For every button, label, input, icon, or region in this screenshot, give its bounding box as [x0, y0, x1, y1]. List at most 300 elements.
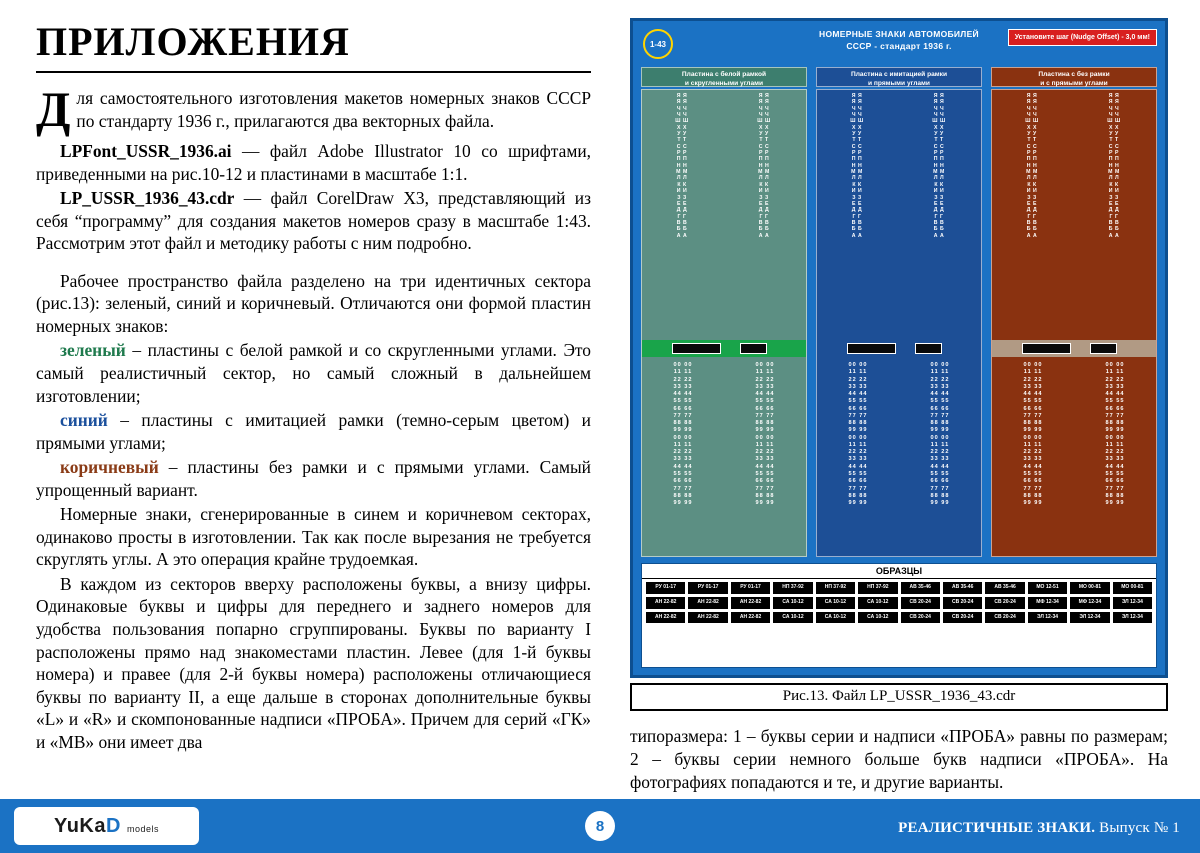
- sample-plate-chip: АВ 35-46: [985, 582, 1024, 594]
- plate-row: ЧЧ: [1108, 105, 1122, 112]
- sector-green: [641, 67, 807, 557]
- sector-blue-numbers: [817, 362, 981, 507]
- plate-row: 33 33: [1023, 456, 1043, 463]
- plate-row: 77 77: [930, 485, 950, 492]
- plate-row: ДД: [933, 207, 947, 214]
- plate-row: ММ: [1026, 169, 1040, 176]
- intro-paragraph: [36, 81, 591, 137]
- plate-row: СС: [758, 143, 772, 150]
- plate-row: УУ: [1109, 131, 1121, 138]
- plate-row: 44 44: [1105, 391, 1125, 398]
- plate-row: ЧЧ: [933, 105, 947, 112]
- plate-row: ЧЧ: [1026, 112, 1040, 119]
- plate-row: АА: [851, 232, 865, 239]
- brown-description: – пластины без рамки и с прямыми углами. Самый упрощенный вариант.: [36, 457, 591, 500]
- sample-plate-chip: НП 37-92: [773, 582, 812, 594]
- plate-row: 22 22: [848, 376, 868, 383]
- plate-row: 99 99: [1023, 427, 1043, 434]
- plate-row: 44 44: [755, 391, 775, 398]
- plate-row: 44 44: [1023, 391, 1043, 398]
- plate-row: ББ: [1026, 226, 1040, 233]
- plate-row: 00 00: [1105, 362, 1125, 368]
- file1-name: LPFont_USSR_1936.ai: [60, 141, 232, 162]
- plate-row: ВВ: [758, 219, 772, 226]
- plate-row: ЗЗ: [934, 194, 946, 201]
- sector-green-body: [641, 89, 807, 557]
- sample-plate-chip: НП 37-92: [816, 582, 855, 594]
- footer-bar: [0, 799, 1200, 853]
- footer-title-rest: Выпуск № 1: [1095, 820, 1180, 836]
- sample-plate-small: [740, 343, 766, 354]
- simplicity-paragraph: Номерные знаки, сгенерированные в синем и коричневом секторах, одинаково просты в изготовлении. Так как после вырезания не требуется скруглять углы. А это операция крайне трудоемкая.: [36, 504, 591, 570]
- plate-row: ЯЯ: [851, 99, 865, 106]
- sample-plate-chip: СА 10-12: [816, 597, 855, 609]
- plate-row: ЛЛ: [933, 175, 947, 182]
- figure-13: [630, 18, 1168, 678]
- plate-row: 55 55: [755, 398, 775, 405]
- plate-row: ПП: [676, 156, 690, 163]
- sector-green-header: [641, 67, 807, 87]
- plate-row: 99 99: [1023, 500, 1043, 507]
- plate-row: 11 11: [1105, 441, 1125, 448]
- plate-row: 33 33: [673, 383, 693, 390]
- sector-brown-header-line1: Пластина с без рамки: [1038, 71, 1110, 78]
- drop-cap: Д: [36, 81, 71, 137]
- blue-keyword: синий: [60, 410, 108, 431]
- title-divider: [36, 71, 591, 73]
- plate-row: 22 22: [1023, 376, 1043, 383]
- plate-row: 44 44: [930, 391, 950, 398]
- plate-row: ЗЗ: [1109, 194, 1121, 201]
- plate-row: ЕЕ: [677, 200, 689, 207]
- plate-row: 00 00: [930, 362, 950, 368]
- plate-row: 88 88: [1023, 420, 1043, 427]
- sample-plate-small: [915, 343, 941, 354]
- plate-row: ЧЧ: [758, 112, 772, 119]
- plate-row: 55 55: [848, 398, 868, 405]
- plate-row: ЧЧ: [851, 105, 865, 112]
- plate-row: ШШ: [757, 118, 773, 125]
- plate-row: 44 44: [930, 463, 950, 470]
- sample-plate-chip: АН 22-82: [731, 597, 770, 609]
- plate-row: ШШ: [1025, 118, 1041, 125]
- green-sector-paragraph: [36, 339, 591, 407]
- plate-row: 00 00: [1023, 362, 1043, 368]
- plate-row: 33 33: [1023, 383, 1043, 390]
- plate-row: ЯЯ: [933, 99, 947, 106]
- plate-row: 66 66: [930, 478, 950, 485]
- plate-row: РР: [759, 150, 771, 157]
- sector-green-header-line2: и скругленными углами: [684, 79, 764, 87]
- plate-row: КК: [934, 181, 946, 188]
- plate-row: 11 11: [848, 441, 868, 448]
- plate-row: ТТ: [759, 137, 771, 144]
- plate-row: 00 00: [673, 362, 693, 368]
- brown-sector-paragraph: [36, 456, 591, 501]
- numbers-col-right: [1077, 362, 1152, 507]
- plate-row: РР: [1027, 150, 1039, 157]
- plate-row: ББ: [851, 226, 865, 233]
- plate-row: ЕЕ: [759, 200, 771, 207]
- plate-row: КК: [852, 181, 864, 188]
- file2-text: — файл CorelDraw X3, представляющий из себя “программу” для создания макетов номеров сразу в масштабе 1:43. Рассмотрим этот файл и методику работы с ним подробно.: [36, 188, 591, 254]
- plate-row: УУ: [677, 131, 689, 138]
- plate-row: ББ: [676, 226, 690, 233]
- plate-row: 11 11: [1023, 369, 1043, 376]
- plate-row: 33 33: [930, 383, 950, 390]
- plate-row: АА: [933, 232, 947, 239]
- sector-brown: [991, 67, 1157, 557]
- plate-row: 22 22: [755, 376, 775, 383]
- sample-plate-wide: [847, 343, 896, 354]
- plate-row: 66 66: [1023, 478, 1043, 485]
- plate-row: 22 22: [673, 376, 693, 383]
- plate-row: ЛЛ: [1108, 175, 1122, 182]
- plate-row: 55 55: [1105, 398, 1125, 405]
- samples-title: ОБРАЗЦЫ: [642, 564, 1156, 579]
- plate-row: НН: [676, 162, 690, 169]
- plate-row: ЧЧ: [758, 105, 772, 112]
- plate-row: ЧЧ: [933, 112, 947, 119]
- numbers-col-left: [995, 362, 1070, 507]
- plate-row: 33 33: [755, 383, 775, 390]
- plate-row: 22 22: [1105, 376, 1125, 383]
- sector-green-letters: [642, 93, 806, 239]
- sample-plate-chip: ЭЛ 12-34: [1070, 612, 1109, 624]
- plate-row: НН: [758, 162, 772, 169]
- plate-row: ШШ: [675, 118, 691, 125]
- plate-row: 77 77: [848, 412, 868, 419]
- plate-row: 77 77: [673, 412, 693, 419]
- plate-row: ЯЯ: [851, 93, 865, 99]
- plate-row: ВВ: [933, 219, 947, 226]
- plate-row: ДД: [758, 207, 772, 214]
- numbers-col-right: [727, 362, 802, 507]
- plate-row: ШШ: [932, 118, 948, 125]
- plate-row: 99 99: [755, 500, 775, 507]
- right-figure-column: [630, 18, 1170, 811]
- sample-plate-chip: МФ 12-34: [1070, 597, 1109, 609]
- plate-row: ЯЯ: [1108, 93, 1122, 99]
- sample-plate-chip: СА 10-12: [858, 597, 897, 609]
- plate-row: ЯЯ: [1026, 99, 1040, 106]
- letters-col-right: [727, 93, 802, 239]
- plate-row: ГГ: [759, 213, 771, 220]
- sample-plate-chip: АН 22-82: [646, 612, 685, 624]
- sector-blue-header-line1: Пластина с имитацией рамки: [851, 71, 947, 78]
- plate-row: 44 44: [848, 463, 868, 470]
- plate-row: ВВ: [851, 219, 865, 226]
- plate-row: ГГ: [677, 213, 689, 220]
- plate-row: ТТ: [677, 137, 689, 144]
- plate-row: 33 33: [848, 383, 868, 390]
- plate-row: РР: [1109, 150, 1121, 157]
- green-keyword: зеленый: [60, 340, 126, 361]
- plate-row: ВВ: [1026, 219, 1040, 226]
- sample-plate-chip: СВ 20-24: [943, 597, 982, 609]
- plate-row: ЕЕ: [852, 200, 864, 207]
- logo-highlight: D: [106, 814, 121, 837]
- plate-row: ЛЛ: [758, 175, 772, 182]
- plate-row: ЗЗ: [1027, 194, 1039, 201]
- plate-row: ЧЧ: [1108, 112, 1122, 119]
- plate-row: КК: [677, 181, 689, 188]
- plate-row: РР: [934, 150, 946, 157]
- plate-row: ЯЯ: [1026, 93, 1040, 99]
- plate-row: ГГ: [934, 213, 946, 220]
- plate-row: 88 88: [673, 492, 693, 499]
- plate-row: ММ: [676, 169, 690, 176]
- plate-row: 66 66: [848, 478, 868, 485]
- plate-row: 99 99: [930, 427, 950, 434]
- footer-title-bold: РЕАЛИСТИЧНЫЕ ЗНАКИ.: [898, 820, 1096, 836]
- figure-title-line1: НОМЕРНЫЕ ЗНАКИ АВТОМОБИЛЕЙ: [819, 29, 979, 39]
- plate-row: ММ: [933, 169, 947, 176]
- file2-paragraph: [36, 187, 591, 255]
- sample-plate-chip: СВ 20-24: [943, 612, 982, 624]
- plate-row: 77 77: [1023, 485, 1043, 492]
- sample-plate-chip: СА 10-12: [773, 597, 812, 609]
- plate-row: РР: [677, 150, 689, 157]
- plate-row: 11 11: [930, 441, 950, 448]
- plate-row: 55 55: [930, 470, 950, 477]
- plate-row: 66 66: [755, 478, 775, 485]
- plate-row: 66 66: [755, 405, 775, 412]
- plate-row: ШШ: [1107, 118, 1123, 125]
- plate-row: 44 44: [673, 463, 693, 470]
- page-title: ПРИЛОЖЕНИЯ: [36, 19, 350, 64]
- plate-row: 77 77: [755, 485, 775, 492]
- blue-sector-paragraph: [36, 409, 591, 454]
- plate-row: ЗЗ: [759, 194, 771, 201]
- sector-container: [641, 67, 1157, 557]
- plate-row: СС: [676, 143, 690, 150]
- sector-brown-numbers: [992, 362, 1156, 507]
- plate-row: УУ: [934, 131, 946, 138]
- plate-row: 22 22: [673, 449, 693, 456]
- sample-plate-chip: СА 10-12: [816, 612, 855, 624]
- plate-row: ИИ: [851, 188, 865, 195]
- plate-row: ХХ: [1109, 124, 1121, 131]
- plate-row: ПП: [1026, 156, 1040, 163]
- plate-row: ИИ: [758, 188, 772, 195]
- plate-row: 99 99: [1105, 427, 1125, 434]
- plate-row: ИИ: [1108, 188, 1122, 195]
- plate-row: 33 33: [848, 456, 868, 463]
- plate-row: ЯЯ: [933, 93, 947, 99]
- plate-row: 99 99: [848, 500, 868, 507]
- plate-row: ЯЯ: [758, 99, 772, 106]
- plate-row: ЛЛ: [851, 175, 865, 182]
- plate-row: ХХ: [934, 124, 946, 131]
- plate-row: 55 55: [1023, 398, 1043, 405]
- samples-grid: [642, 579, 1156, 626]
- sample-plate-chip: СВ 20-24: [985, 612, 1024, 624]
- plate-row: 99 99: [755, 427, 775, 434]
- scale-badge: 1-43: [643, 29, 673, 59]
- plate-row: НН: [851, 162, 865, 169]
- plate-row: 00 00: [848, 434, 868, 441]
- plate-row: ГГ: [1027, 213, 1039, 220]
- file1-paragraph: [36, 140, 591, 185]
- plate-row: 33 33: [930, 456, 950, 463]
- plate-row: 33 33: [673, 456, 693, 463]
- plate-row: 66 66: [1105, 478, 1125, 485]
- sector-brown-letters: [992, 93, 1156, 239]
- plate-row: АА: [1108, 232, 1122, 239]
- sample-plate-chip: РУ 01-17: [646, 582, 685, 594]
- plate-row: 00 00: [1023, 434, 1043, 441]
- plate-row: 77 77: [1023, 412, 1043, 419]
- plate-row: 44 44: [755, 463, 775, 470]
- plate-row: 55 55: [1023, 470, 1043, 477]
- numbers-col-left: [645, 362, 720, 507]
- sample-plate-chip: СА 10-12: [858, 612, 897, 624]
- plate-row: ХХ: [677, 124, 689, 131]
- sample-plate-chip: АН 22-82: [688, 597, 727, 609]
- plate-row: 88 88: [848, 492, 868, 499]
- plate-row: 77 77: [848, 485, 868, 492]
- plate-row: ГГ: [852, 213, 864, 220]
- plate-row: НН: [1026, 162, 1040, 169]
- blue-description: – пластины с имитацией рамки (темно-серым цветом) и прямыми углами;: [36, 410, 591, 453]
- sector-blue-header-line2: и прямыми углами: [868, 79, 930, 87]
- nudge-offset-note: Установите шаг (Nudge Offset) - 3,0 мм!: [1008, 29, 1157, 46]
- plate-row: ТТ: [1027, 137, 1039, 144]
- plate-row: ГГ: [1109, 213, 1121, 220]
- plate-row: 44 44: [673, 391, 693, 398]
- sample-plate-wide: [672, 343, 721, 354]
- plate-row: 22 22: [848, 449, 868, 456]
- sample-plate-chip: СВ 20-24: [985, 597, 1024, 609]
- plate-row: ДД: [1108, 207, 1122, 214]
- logo-text: [54, 815, 159, 838]
- file1-text: — файл Adobe Illustrator 10 со шрифтами, приведенными на рис.10-12 и пластинами в масштабе 1:1.: [36, 141, 591, 184]
- plate-row: ХХ: [759, 124, 771, 131]
- left-text-column: [36, 18, 591, 778]
- sample-plate-chip: МО 12-51: [1028, 582, 1067, 594]
- sector-green-header-line1: Пластина с белой рамкой: [681, 71, 767, 78]
- plate-row: ЗЗ: [852, 194, 864, 201]
- plate-row: 00 00: [755, 362, 775, 368]
- sample-plate-chip: АВ 35-46: [901, 582, 940, 594]
- plate-row: УУ: [852, 131, 864, 138]
- plate-row: ХХ: [852, 124, 864, 131]
- plate-row: ЯЯ: [1108, 99, 1122, 106]
- plate-row: ЕЕ: [1109, 200, 1121, 207]
- plate-row: ЗЗ: [677, 194, 689, 201]
- plate-row: 44 44: [848, 391, 868, 398]
- plate-row: ВВ: [1108, 219, 1122, 226]
- letters-col-right: [1077, 93, 1152, 239]
- plate-row: ПП: [758, 156, 772, 163]
- plate-row: 33 33: [1105, 383, 1125, 390]
- plate-row: ЯЯ: [676, 99, 690, 106]
- plate-row: 77 77: [930, 412, 950, 419]
- footer-title: [898, 820, 1180, 837]
- figure-title-line2: СССР - стандарт 1936 г.: [846, 41, 952, 52]
- plate-row: 88 88: [1105, 420, 1125, 427]
- plate-row: 11 11: [755, 441, 775, 448]
- plate-row: 44 44: [1023, 463, 1043, 470]
- plate-row: ДД: [1026, 207, 1040, 214]
- plate-row: 99 99: [930, 500, 950, 507]
- sector-brown-header: [991, 67, 1157, 87]
- plate-row: ББ: [1108, 226, 1122, 233]
- plate-row: 11 11: [848, 369, 868, 376]
- sector-blue-letters: [817, 93, 981, 239]
- plate-row: 00 00: [673, 434, 693, 441]
- sample-plate-chip: МО 00-81: [1070, 582, 1109, 594]
- plate-row: 22 22: [1105, 449, 1125, 456]
- plate-row: ЧЧ: [851, 112, 865, 119]
- plate-row: 88 88: [755, 492, 775, 499]
- plate-row: ТТ: [1109, 137, 1121, 144]
- plate-row: ХХ: [1027, 124, 1039, 131]
- page-number: 8: [585, 811, 615, 841]
- sample-plate-chip: РУ 01-17: [688, 582, 727, 594]
- plate-row: 77 77: [673, 485, 693, 492]
- sector-layout-paragraph: В каждом из секторов вверху расположены буквы, а внизу цифры. Одинаковые буквы и цифры для переднего и заднего номеров для удобства пользования попарно сгруппированы. Буквы по варианту I расположены прямо над знакоместами пластин. Левее (для 1-й буквы номера) и правее (для 2-й буквы номера) расположены отличающиеся буквы по варианту II, а еще дальше в сторонах дополнительные буквы «L» и «R» и скомпонованные надписи «ПРОБА». Причем для серий «ГК» и «МВ» они имеет два: [36, 573, 591, 753]
- sample-plate-chip: МФ 12-34: [1028, 597, 1067, 609]
- samples-row: [646, 612, 1152, 624]
- plate-row: 33 33: [755, 456, 775, 463]
- brown-keyword: коричневый: [60, 457, 159, 478]
- plate-row: 11 11: [930, 369, 950, 376]
- plate-row: УУ: [759, 131, 771, 138]
- plate-row: ББ: [933, 226, 947, 233]
- plate-row: 66 66: [930, 405, 950, 412]
- intro-text: ля самостоятельного изготовления макетов номерных знаков СССР по стандарту 1936 г., прилагаются два векторных файла.: [76, 88, 591, 131]
- paragraph-gap: [36, 257, 591, 270]
- figure-caption: Рис.13. Файл LP_USSR_1936_43.cdr: [630, 683, 1168, 711]
- samples-row: [646, 597, 1152, 609]
- sample-plate-wide: [1022, 343, 1071, 354]
- plate-row: 88 88: [755, 420, 775, 427]
- sample-plate-chip: АВ 35-46: [943, 582, 982, 594]
- plate-row: 00 00: [848, 362, 868, 368]
- plate-row: 11 11: [673, 369, 693, 376]
- plate-row: АА: [758, 232, 772, 239]
- plate-row: 88 88: [1023, 492, 1043, 499]
- sample-plate-chip: ЭЛ 12-34: [1113, 612, 1152, 624]
- plate-row: 22 22: [930, 449, 950, 456]
- letters-col-left: [645, 93, 720, 239]
- plate-row: ЧЧ: [676, 112, 690, 119]
- sample-plate-small: [1090, 343, 1116, 354]
- brand-logo: [14, 807, 199, 845]
- plate-row: 11 11: [673, 441, 693, 448]
- sample-plate-chip: ЭЛ 12-34: [1113, 597, 1152, 609]
- workspace-paragraph: Рабочее пространство файла разделено на три идентичных сектора (рис.13): зеленый, синий и коричневый. Отличаются они формой пластин номерных знаков:: [36, 270, 591, 337]
- plate-row: 00 00: [755, 434, 775, 441]
- plate-row: 55 55: [1105, 470, 1125, 477]
- logo-main: YuKa: [53, 814, 106, 837]
- plate-row: 99 99: [1105, 500, 1125, 507]
- sector-brown-header-line2: и с прямыми углами: [1040, 79, 1108, 87]
- sample-plate-chip: НП 37-92: [858, 582, 897, 594]
- plate-row: 55 55: [848, 470, 868, 477]
- plate-row: ММ: [1108, 169, 1122, 176]
- right-column-paragraph: типоразмера: 1 – буквы серии и надписи «ПРОБА» равны по размерам; 2 – буквы серии немного больше букв надписи «ПРОБА». На фотографиях попадаются и те, и другие варианты.: [630, 726, 1168, 792]
- plate-row: 88 88: [848, 420, 868, 427]
- plate-row: РР: [852, 150, 864, 157]
- plate-row: НН: [1108, 162, 1122, 169]
- plate-row: 44 44: [1105, 463, 1125, 470]
- sample-plate-chip: АН 22-82: [731, 612, 770, 624]
- plate-row: 66 66: [1105, 405, 1125, 412]
- plate-row: 88 88: [1105, 492, 1125, 499]
